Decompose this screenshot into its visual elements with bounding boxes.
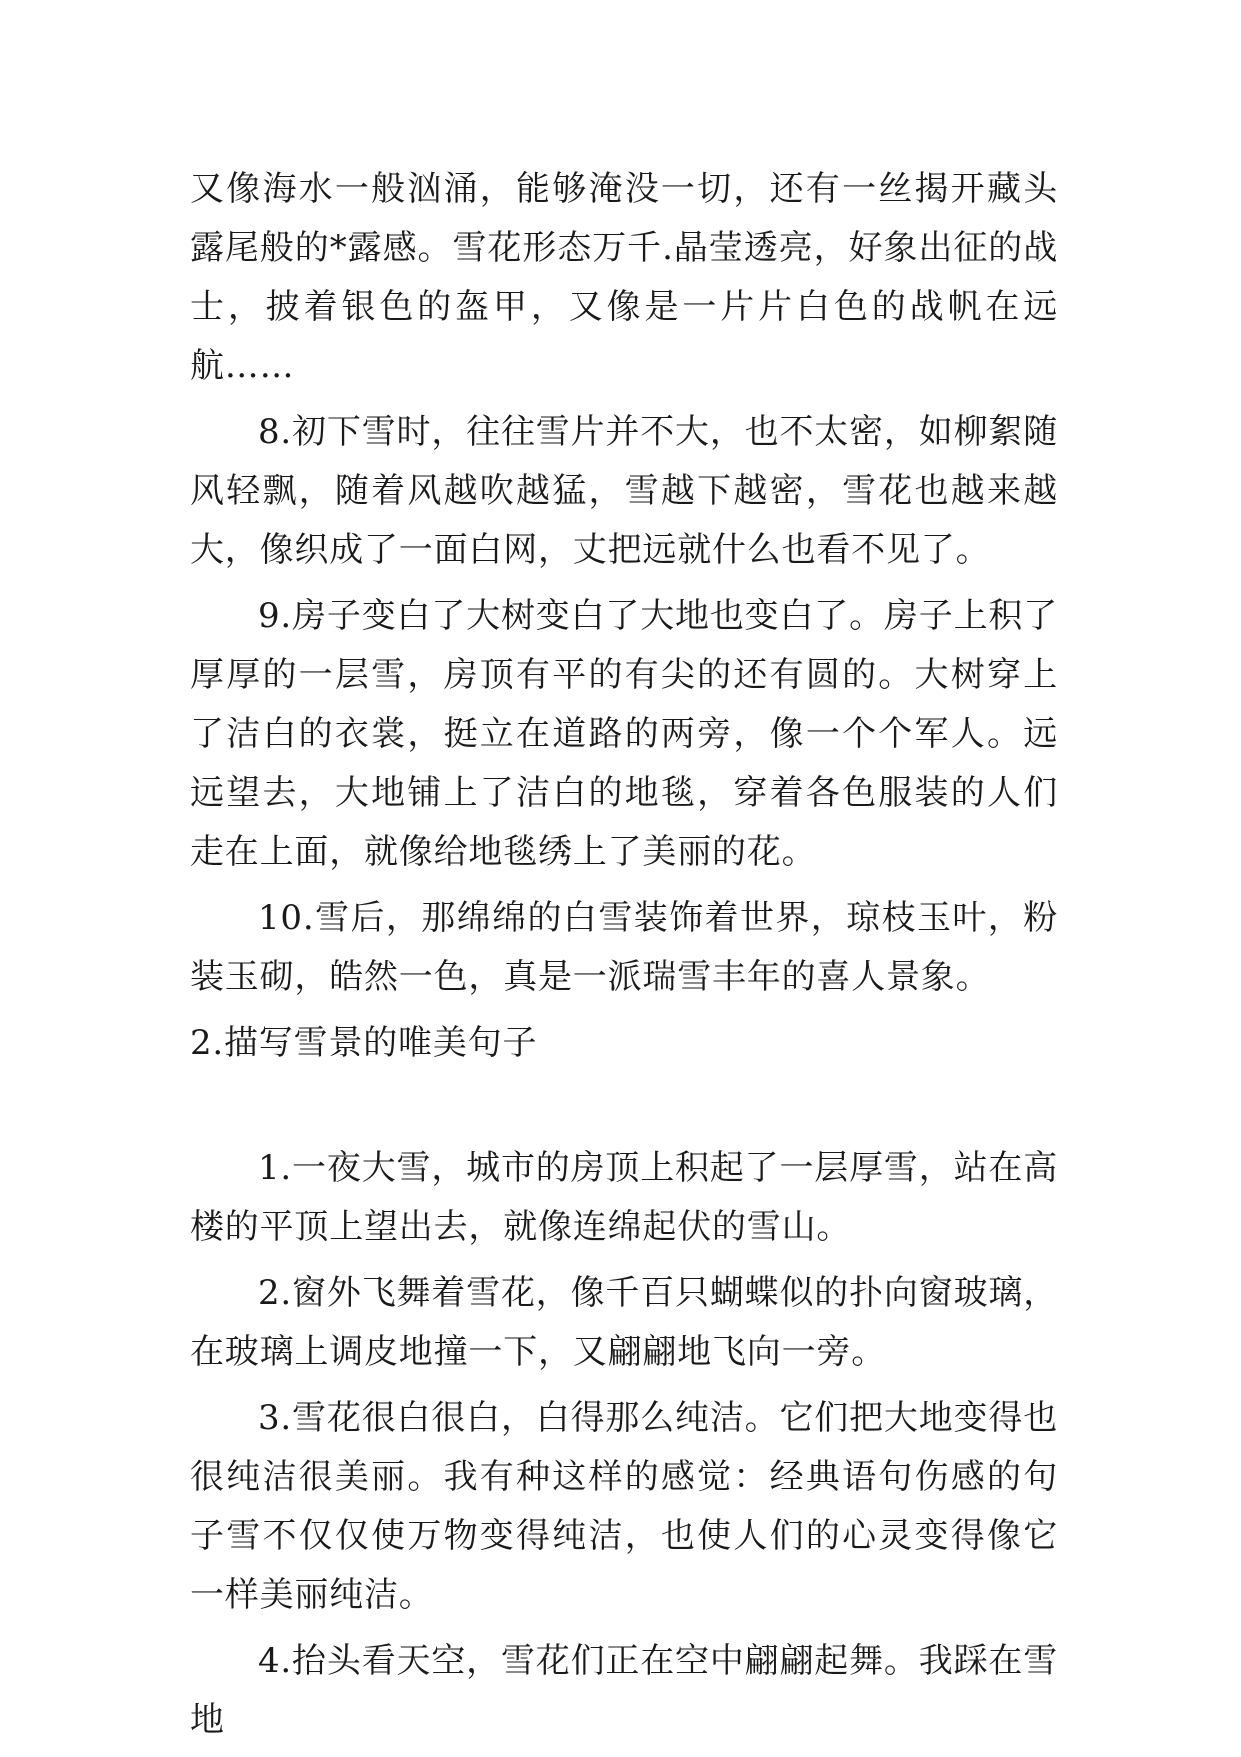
paragraph-continuation: 又像海水一般汹涌，能够淹没一切，还有一丝揭开藏头露尾般的*露感。雪花形态万千.晶莹透亮，好象出征的战士，披着银色的盔甲，又像是一片片白色的战帆在远航…… [190, 169, 1058, 386]
paragraph-item-4: 4.抬头看天空，雪花们正在空中翩翩起舞。我踩在雪地 [190, 1641, 1058, 1740]
paragraph-item-3: 3.雪花很白很白，白得那么纯洁。它们把大地变得也很纯洁很美丽。我有种这样的感觉：经典语句伤感的句子雪不仅仅使万物变得纯洁，也使人们的心灵变得像它一样美丽纯洁。 [190, 1398, 1058, 1615]
document-body [190, 160, 1058, 1757]
paragraph-item-2: 2.窗外飞舞着雪花，像千百只蝴蝶似的扑向窗玻璃，在玻璃上调皮地撞一下，又翩翩地飞向一旁。 [190, 1273, 1058, 1372]
paragraph-item-1: 1.一夜大雪，城市的房顶上积起了一层厚雪，站在高楼的平顶上望出去，就像连绵起伏的雪山。 [190, 1148, 1058, 1247]
section-heading: 2.描写雪景的唯美句子 [190, 1023, 538, 1063]
paragraph-item-8: 8.初下雪时，往往雪片并不大，也不太密，如柳絮随风轻飘，随着风越吹越猛，雪越下越密，雪花也越来越大，像织成了一面白网，丈把远就什么也看不见了。 [190, 412, 1058, 570]
paragraph-item-10: 10.雪后，那绵绵的白雪装饰着世界，琼枝玉叶，粉装玉砌，皓然一色，真是一派瑞雪丰年的喜人景象。 [190, 898, 1058, 997]
paragraph-item-9: 9.房子变白了大树变白了大地也变白了。房子上积了厚厚的一层雪，房顶有平的有尖的还有圆的。大树穿上了洁白的衣裳，挺立在道路的两旁，像一个个军人。远远望去，大地铺上了洁白的地毯，穿着各色服装的人们走在上面，就像给地毯绣上了美丽的花。 [190, 596, 1058, 872]
